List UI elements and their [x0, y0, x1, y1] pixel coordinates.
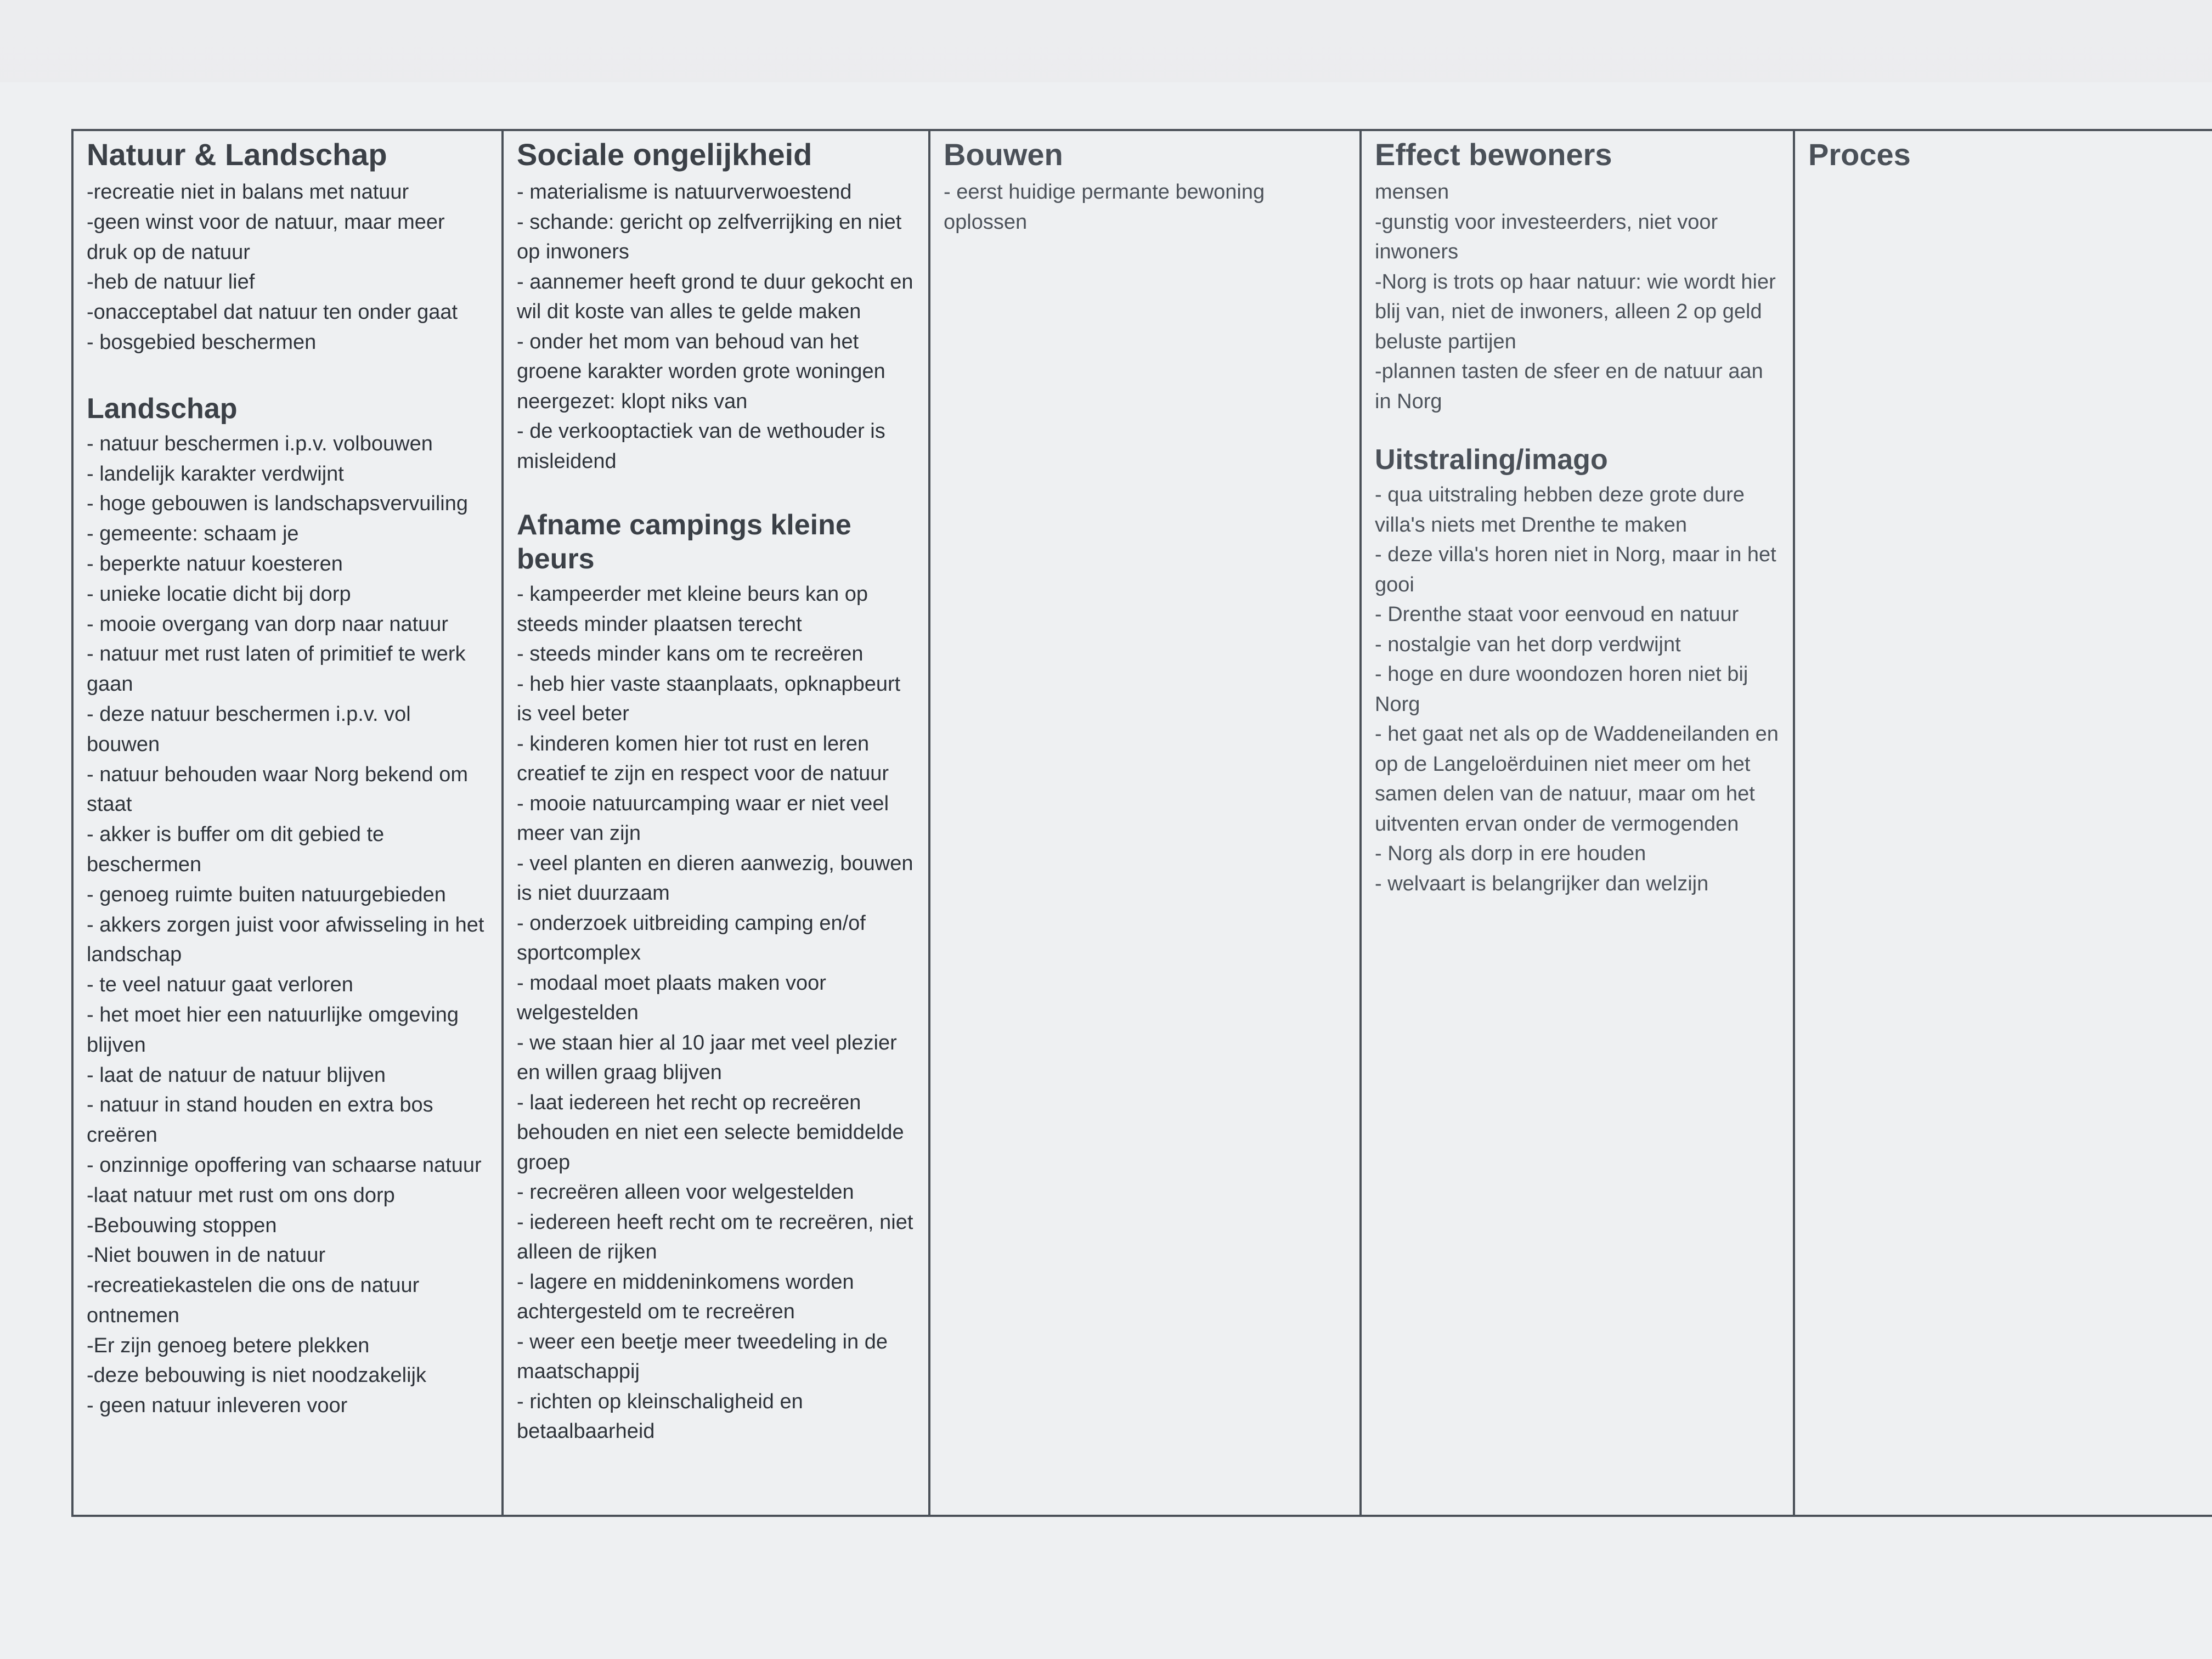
list-item: - geen natuur inleveren voor	[87, 1394, 348, 1418]
list-item: - richten op kleinschaligheid en betaalbaarheid	[517, 1390, 803, 1443]
list-item: - schande: gericht op zelfverrijking en niet op inwoners	[517, 210, 902, 263]
list-item: -deze bebouwing is niet noodzakelijk	[87, 1364, 426, 1387]
list-item: - gemeente: schaam je	[87, 522, 299, 546]
column-heading: Sociale ongelijkheid	[517, 137, 812, 172]
list-item: -heb de natuur lief	[87, 270, 255, 294]
list-item: - aannemer heeft grond te duur gekocht en wil dit koste van alles te gelde maken	[517, 270, 913, 323]
list-item: - deze villa's horen niet in Norg, maar in het gooi	[1375, 543, 1776, 596]
list-item: - Norg als dorp in ere houden	[1375, 842, 1646, 865]
item-list	[1375, 480, 1781, 899]
list-item: - bosgebied beschermen	[87, 330, 317, 354]
column-heading: Effect bewoners	[1375, 137, 1612, 172]
column-heading: Natuur & Landschap	[87, 137, 387, 172]
list-item: -geen winst voor de natuur, maar meer druk op de natuur	[87, 210, 445, 264]
list-item: mensen	[1375, 180, 1449, 204]
list-item: -plannen tasten de sfeer en de natuur aan in Norg	[1375, 360, 1763, 413]
list-item: -recreatiekastelen die ons de natuur ontnemen	[87, 1274, 420, 1327]
list-item: - genoeg ruimte buiten natuurgebieden	[87, 883, 446, 906]
section-heading: Afname campings kleine beurs	[517, 509, 851, 575]
list-item: -Er zijn genoeg betere plekken	[87, 1334, 370, 1357]
feedback-table	[71, 129, 2212, 1517]
item-list	[517, 177, 916, 476]
list-item: - te veel natuur gaat verloren	[87, 973, 353, 997]
column-natuur-landschap	[74, 131, 504, 1515]
list-item: - kampeerder met kleine beurs kan op steeds minder plaatsen terecht	[517, 583, 868, 636]
list-item: - lagere en middeninkomens worden achtergesteld om te recreëren	[517, 1270, 854, 1323]
list-item: - natuur beschermen i.p.v. volbouwen	[87, 432, 433, 455]
list-item: - weer een beetje meer tweedeling in de maatschappij	[517, 1330, 888, 1383]
list-item: - materialisme is natuurverwoestend	[517, 180, 852, 204]
list-item: - laat iedereen het recht op recreëren behouden en niet een selecte bemiddelde groep	[517, 1091, 904, 1174]
list-item: - modaal moet plaats maken voor welgestelden	[517, 971, 826, 1024]
list-item: - nostalgie van het dorp verdwijnt	[1375, 633, 1681, 656]
item-list	[944, 177, 1347, 237]
list-item: - akker is buffer om dit gebied te beschermen	[87, 823, 385, 876]
item-list	[87, 429, 489, 1421]
list-item: - het moet hier een natuurlijke omgeving blijven	[87, 1003, 459, 1057]
list-item: - akkers zorgen juist voor afwisseling in het landschap	[87, 913, 484, 967]
item-list	[517, 579, 916, 1447]
list-item: -Bebouwing stoppen	[87, 1214, 277, 1237]
list-item: - landelijk karakter verdwijnt	[87, 462, 344, 486]
column-heading: Bouwen	[944, 137, 1063, 172]
list-item: - natuur in stand houden en extra bos creëren	[87, 1093, 433, 1147]
section-heading: Landschap	[87, 392, 238, 425]
list-item: - mooie natuurcamping waar er niet veel meer van zijn	[517, 792, 889, 845]
list-item: - onder het mom van behoud van het groene karakter worden grote woningen neergezet: klopt niks van	[517, 330, 885, 413]
column-bouwen	[930, 131, 1362, 1515]
list-item: - we staan hier al 10 jaar met veel plezier en willen graag blijven	[517, 1031, 897, 1084]
column-heading: Proces	[1808, 137, 1911, 172]
list-item: - natuur behouden waar Norg bekend om staat	[87, 763, 469, 816]
list-item: -laat natuur met rust om ons dorp	[87, 1183, 395, 1207]
list-item: - welvaart is belangrijker dan welzijn	[1375, 872, 1709, 895]
list-item: - mooie overgang van dorp naar natuur	[87, 612, 449, 636]
list-item: - de verkooptactiek van de wethouder is misleidend	[517, 420, 885, 473]
list-item: -Norg is trots op haar natuur: wie wordt hier blij van, niet de inwoners, alleen 2 op geld beluste partijen	[1375, 270, 1776, 353]
list-item: - steeds minder kans om te recreëren	[517, 642, 864, 665]
list-item: - beperkte natuur koesteren	[87, 552, 343, 575]
list-item: - veel planten en dieren aanwezig, bouwen is niet duurzaam	[517, 851, 913, 905]
list-item: - laat de natuur de natuur blijven	[87, 1063, 386, 1087]
column-proces	[1795, 131, 2212, 1515]
list-item: - onderzoek uitbreiding camping en/of sportcomplex	[517, 911, 866, 964]
list-item: -gunstig voor investeerders, niet voor inwoners	[1375, 210, 1718, 263]
list-item: - recreëren alleen voor welgestelden	[517, 1181, 854, 1204]
item-list	[87, 177, 489, 358]
list-item: - Drenthe staat voor eenvoud en natuur	[1375, 603, 1739, 626]
list-item: - natuur met rust laten of primitief te werk gaan	[87, 642, 466, 696]
list-item: -onacceptabel dat natuur ten onder gaat	[87, 301, 458, 324]
list-item: - heb hier vaste staanplaats, opknapbeurt is veel beter	[517, 672, 901, 725]
item-list	[1375, 177, 1781, 416]
list-item: - het gaat net als op de Waddeneilanden en op de Langeloërduinen niet meer om het samen delen van de natuur, maar om het uitventen ervan onder de vermogenden	[1375, 723, 1779, 836]
list-item: - qua uitstraling hebben deze grote dure villa's niets met Drenthe te maken	[1375, 483, 1745, 537]
list-item: - hoge gebouwen is landschapsvervuiling	[87, 492, 469, 516]
list-item: - kinderen komen hier tot rust en leren creatief te zijn en respect voor de natuur	[517, 732, 889, 785]
list-item: - hoge en dure woondozen horen niet bij Norg	[1375, 663, 1748, 716]
column-sociale-ongelijkheid	[504, 131, 930, 1515]
list-item: -recreatie niet in balans met natuur	[87, 180, 409, 204]
column-effect-bewoners	[1362, 131, 1795, 1515]
list-item: - iedereen heeft recht om te recreëren, niet alleen de rijken	[517, 1210, 913, 1263]
list-item: - unieke locatie dicht bij dorp	[87, 582, 351, 606]
list-item: - onzinnige opoffering van schaarse natuur	[87, 1153, 482, 1177]
list-item: - deze natuur beschermen i.p.v. vol bouwen	[87, 702, 411, 756]
list-item: - eerst huidige permante bewoning oplossen	[944, 180, 1265, 234]
list-item: -Niet bouwen in de natuur	[87, 1244, 326, 1267]
section-heading: Uitstraling/imago	[1375, 444, 1608, 476]
